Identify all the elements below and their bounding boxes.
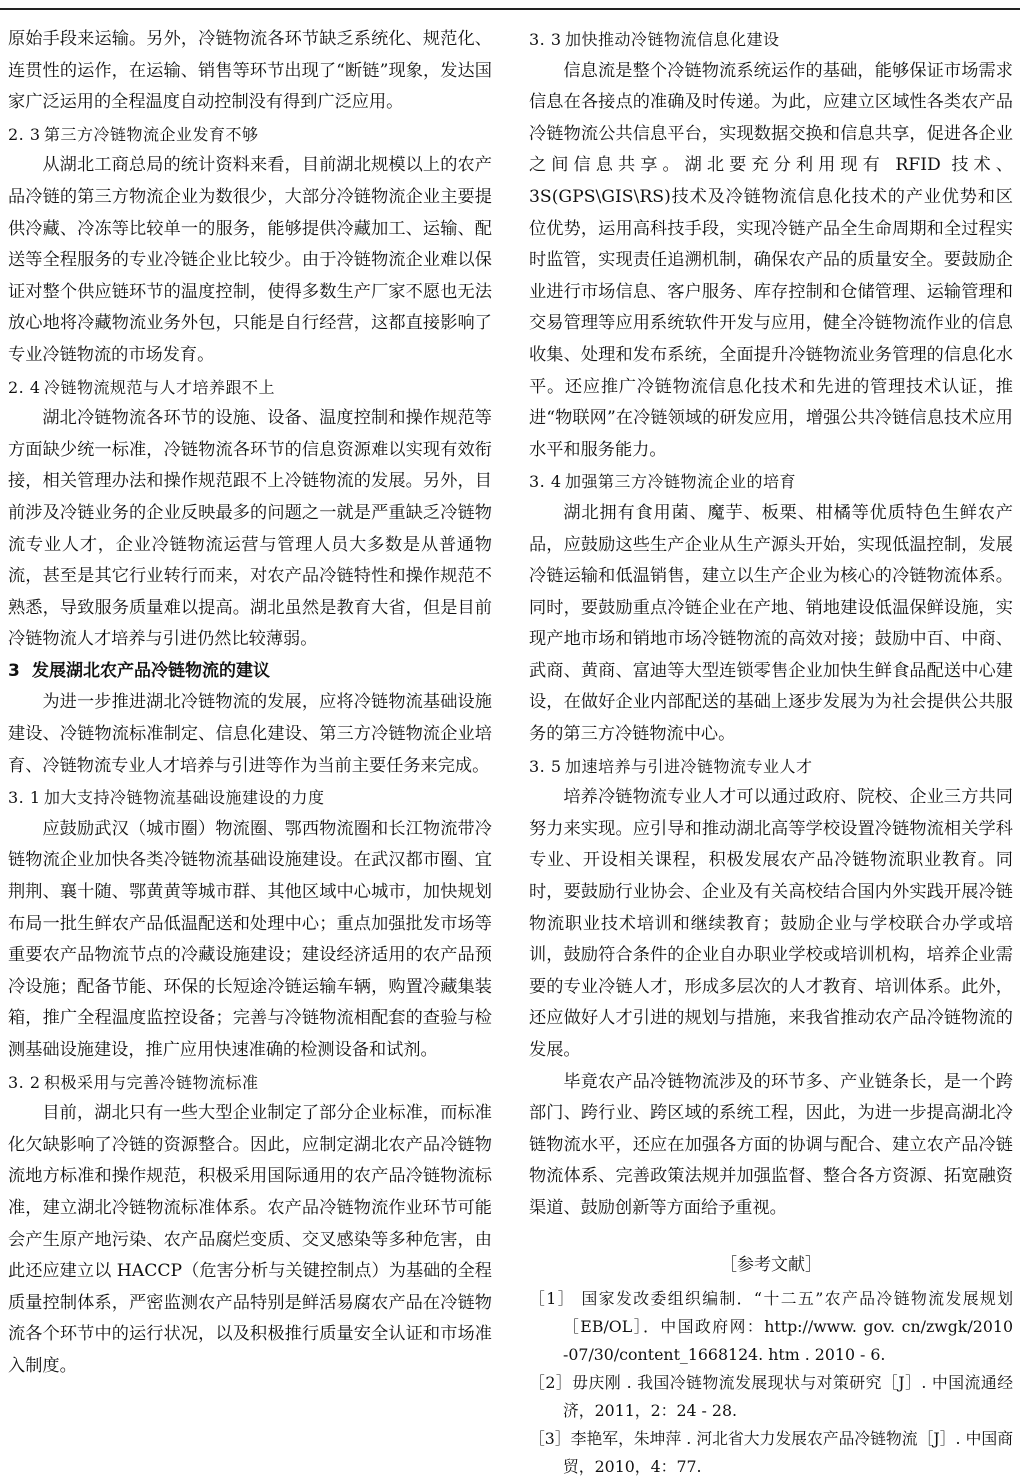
paragraph: 目前，湖北只有一些大型企业制定了部分企业标准，而标准化欠缺影响了冷链的资源整合。因此，应制定湖北农产品冷链物流地方标准和操作规范，积极采用国际通用的农产品冷链物流标准，建立湖北冷链物流标准体系。农产品冷链物流作业环节可能会产生原产地污染、农产品腐烂变质、交叉感染等多种危害，由此还应建立以 HACCP（危害分析与关键控制点）为基础的全程质量控制体系，严密监测农产品特别是鲜活易腐农产品在冷链物流各个环节中的运行状况，以及积极推行质量安全认证和市场准入制度。 (8, 1103, 492, 1376)
references-title: ［参考文献］ (720, 1254, 822, 1275)
section-title: 发展湖北农产品冷链物流的建议 (32, 660, 270, 681)
section-title: 加强第三方冷链物流企业的培育 (565, 472, 797, 492)
section-number: 3. 2 (8, 1072, 41, 1092)
section-title: 加快推动冷链物流信息化建设 (565, 30, 780, 49)
paragraph: 为进一步推进湖北冷链物流的发展，应将冷链物流基础设施建设、冷链物流标准制定、信息化建设、第三方冷链物流企业培育、冷链物流专业人才培养与引进等作为当前主要任务来完成。 (8, 692, 492, 776)
left-column (8, 24, 492, 1383)
paragraph: 培养冷链物流专业人才可以通过政府、院校、企业三方共同努力来实现。应引导和推动湖北高等学校设置冷链物流相关学科专业、开设相关课程，积极发展农产品冷链物流职业教育。同时，要鼓励行业协会、企业及有关高校结合国内外实践开展冷链物流职业技术培训和继续教育；鼓励企业与学校联合办学或培训，鼓励符合条件的企业自办职业学校或培训机构，培养企业需要的专业冷链人才，形成多层次的人才教育、培训体系。此外，还应做好人才引进的规划与措施，来我省推动农产品冷链物流的发展。 (529, 787, 1013, 1060)
section-title: 积极采用与完善冷链物流标准 (44, 1072, 259, 1092)
section-heading-3-5 (529, 751, 1013, 783)
paragraph: 湖北冷链物流各环节的设施、设备、温度控制和操作规范等方面缺少统一标准，冷链物流各环节的信息资源难以实现有效衔接，相关管理办法和操作规范跟不上冷链物流的发展。另外，目前涉及冷链业务的企业反映最多的问题之一就是严重缺乏冷链物流专业人才，企业冷链物流运营与管理人员大多数是从普通物流，甚至是其它行业转行而来，对农产品冷链特性和操作规范不熟悉，导致服务质量难以提高。湖北虽然是教育大省，但是目前冷链物流人才培养与引进仍然比较薄弱。 (8, 408, 492, 650)
section-heading-3-1 (8, 782, 492, 814)
paragraph: 信息流是整个冷链物流系统运作的基础，能够保证市场需求信息在各接点的准确及时传递。为此，应建立区域性各类农产品冷链物流公共信息平台，实现数据交换和信息共享，促进各企业之间信息共享。湖北要充分利用现有 RFID 技术、3S(GPS\GIS\RS)技术及冷链物流信息化技术的产业优势和区位优势，运用高科技手段，实现冷链产品全生命周期和全过程实时监管，实现责任追溯机制，确保农产品的质量安全。要鼓励企业进行市场信息、客户服务、库存控制和仓储管理、运输管理和交易管理等应用系统软件开发与应用，健全冷链物流作业的信息收集、处理和发布系统，全面提升冷链物流业务管理的信息化水平。还应推广冷链物流信息化技术和先进的管理技术认证，推进“物联网”在冷链领域的研发应用，增强公共冷链信息技术应用水平和服务能力。 (529, 60, 1013, 460)
section-title: 冷链物流规范与人才培养跟不上 (44, 377, 276, 397)
header-rule (0, 8, 1020, 10)
section-number: 3. 3 (529, 30, 562, 49)
section-title: 加速培养与引进冷链物流专业人才 (565, 756, 813, 776)
reference-item: ［3］李艳军，朱坤萍 . 河北省大力发展农产品冷链物流［J］. 中国商贸，2010，4：77. (529, 1428, 1013, 1476)
section-heading-3-2 (8, 1067, 492, 1099)
section-title: 第三方冷链物流企业发育不够 (44, 124, 259, 144)
section-heading-3-4 (529, 466, 1013, 498)
section-number: 2. 4 (8, 377, 41, 397)
section-number: 3. 4 (529, 472, 562, 492)
reference-item: ［1］ 国家发改委组织编制．“十二五”农产品冷链物流发展规划［EB/OL］．中国政府网：http://www. gov. cn/zwgk/2010 -07/30/content_1668124. htm . 2010 - 6. (529, 1288, 1013, 1364)
section-number: 3. 5 (529, 756, 562, 776)
reference-item: ［2］毋庆刚 . 我国冷链物流发展现状与对策研究［J］. 中国流通经济，2011，2：24 - 28. (529, 1372, 1013, 1420)
paragraph: 湖北拥有食用菌、魔芋、板栗、柑橘等优质特色生鲜农产品，应鼓励这些生产企业从生产源头开始，实现低温控制，发展冷链运输和低温销售，建立以生产企业为核心的冷链物流体系。同时，要鼓励重点冷链企业在产地、销地建设低温保鲜设施，实现产地市场和销地市场冷链物流的高效对接；鼓励中百、中商、武商、黄商、富迪等大型连锁零售企业加快生鲜食品配送中心建设，在做好企业内部配送的基础上逐步发展为为社会提供公共服务的第三方冷链物流中心。 (529, 502, 1013, 745)
right-column (529, 24, 1013, 1481)
section-number: 3. 1 (8, 788, 41, 808)
section-number: 2. 3 (8, 124, 41, 144)
paragraph: 从湖北工商总局的统计资料来看，目前湖北规模以上的农产品冷链的第三方物流企业为数很少，大部分冷链物流企业主要提供冷藏、冷冻等比较单一的服务，能够提供冷藏加工、运输、配送等全程服务的专业冷链企业比较少。由于冷链物流企业难以保证对整个供应链环节的温度控制，使得多数生产厂家不愿也无法放心地将冷藏物流业务外包，只能是自行经营，这都直接影响了专业冷链物流的市场发育。 (8, 155, 492, 365)
paragraph: 原始手段来运输。另外，冷链物流各环节缺乏系统化、规范化、连贯性的运作，在运输、销售等环节出现了“断链”现象，发达国家广泛运用的全程温度自动控制没有得到广泛应用。 (8, 29, 492, 113)
section-heading-2-4 (8, 372, 492, 404)
section-title: 加大支持冷链物流基础设施建设的力度 (44, 788, 325, 808)
section-heading-3 (8, 656, 492, 688)
section-heading-2-3 (8, 119, 492, 151)
paragraph: 应鼓励武汉（城市圈）物流圈、鄂西物流圈和长江物流带冷链物流企业加快各类冷链物流基础设施建设。在武汉都市圈、宜荆荆、襄十随、鄂黄黄等城市群、其他区域中心城市，加快规划布局一批生鲜农产品低温配送和处理中心；重点加强批发市场等重要农产品物流节点的冷藏设施建设；建设经济适用的农产品预冷设施；配备节能、环保的长短途冷链运输车辆，购置冷藏集装箱，推广全程温度监控设备；完善与冷链物流相配套的查验与检测基础设施建设，推广应用快速准确的检测设备和试剂。 (8, 818, 492, 1060)
section-heading-3-3 (529, 24, 1013, 56)
section-number: 3 (8, 660, 20, 681)
paragraph: 毕竟农产品冷链物流涉及的环节多、产业链条长，是一个跨部门、跨行业、跨区域的系统工程，因此，为进一步提高湖北冷链物流水平，还应在加强各方面的协调与配合、建立农产品冷链物流体系、完善政策法规并加强监督、整合各方资源、拓宽融资渠道、鼓励创新等方面给予重视。 (529, 1071, 1013, 1218)
